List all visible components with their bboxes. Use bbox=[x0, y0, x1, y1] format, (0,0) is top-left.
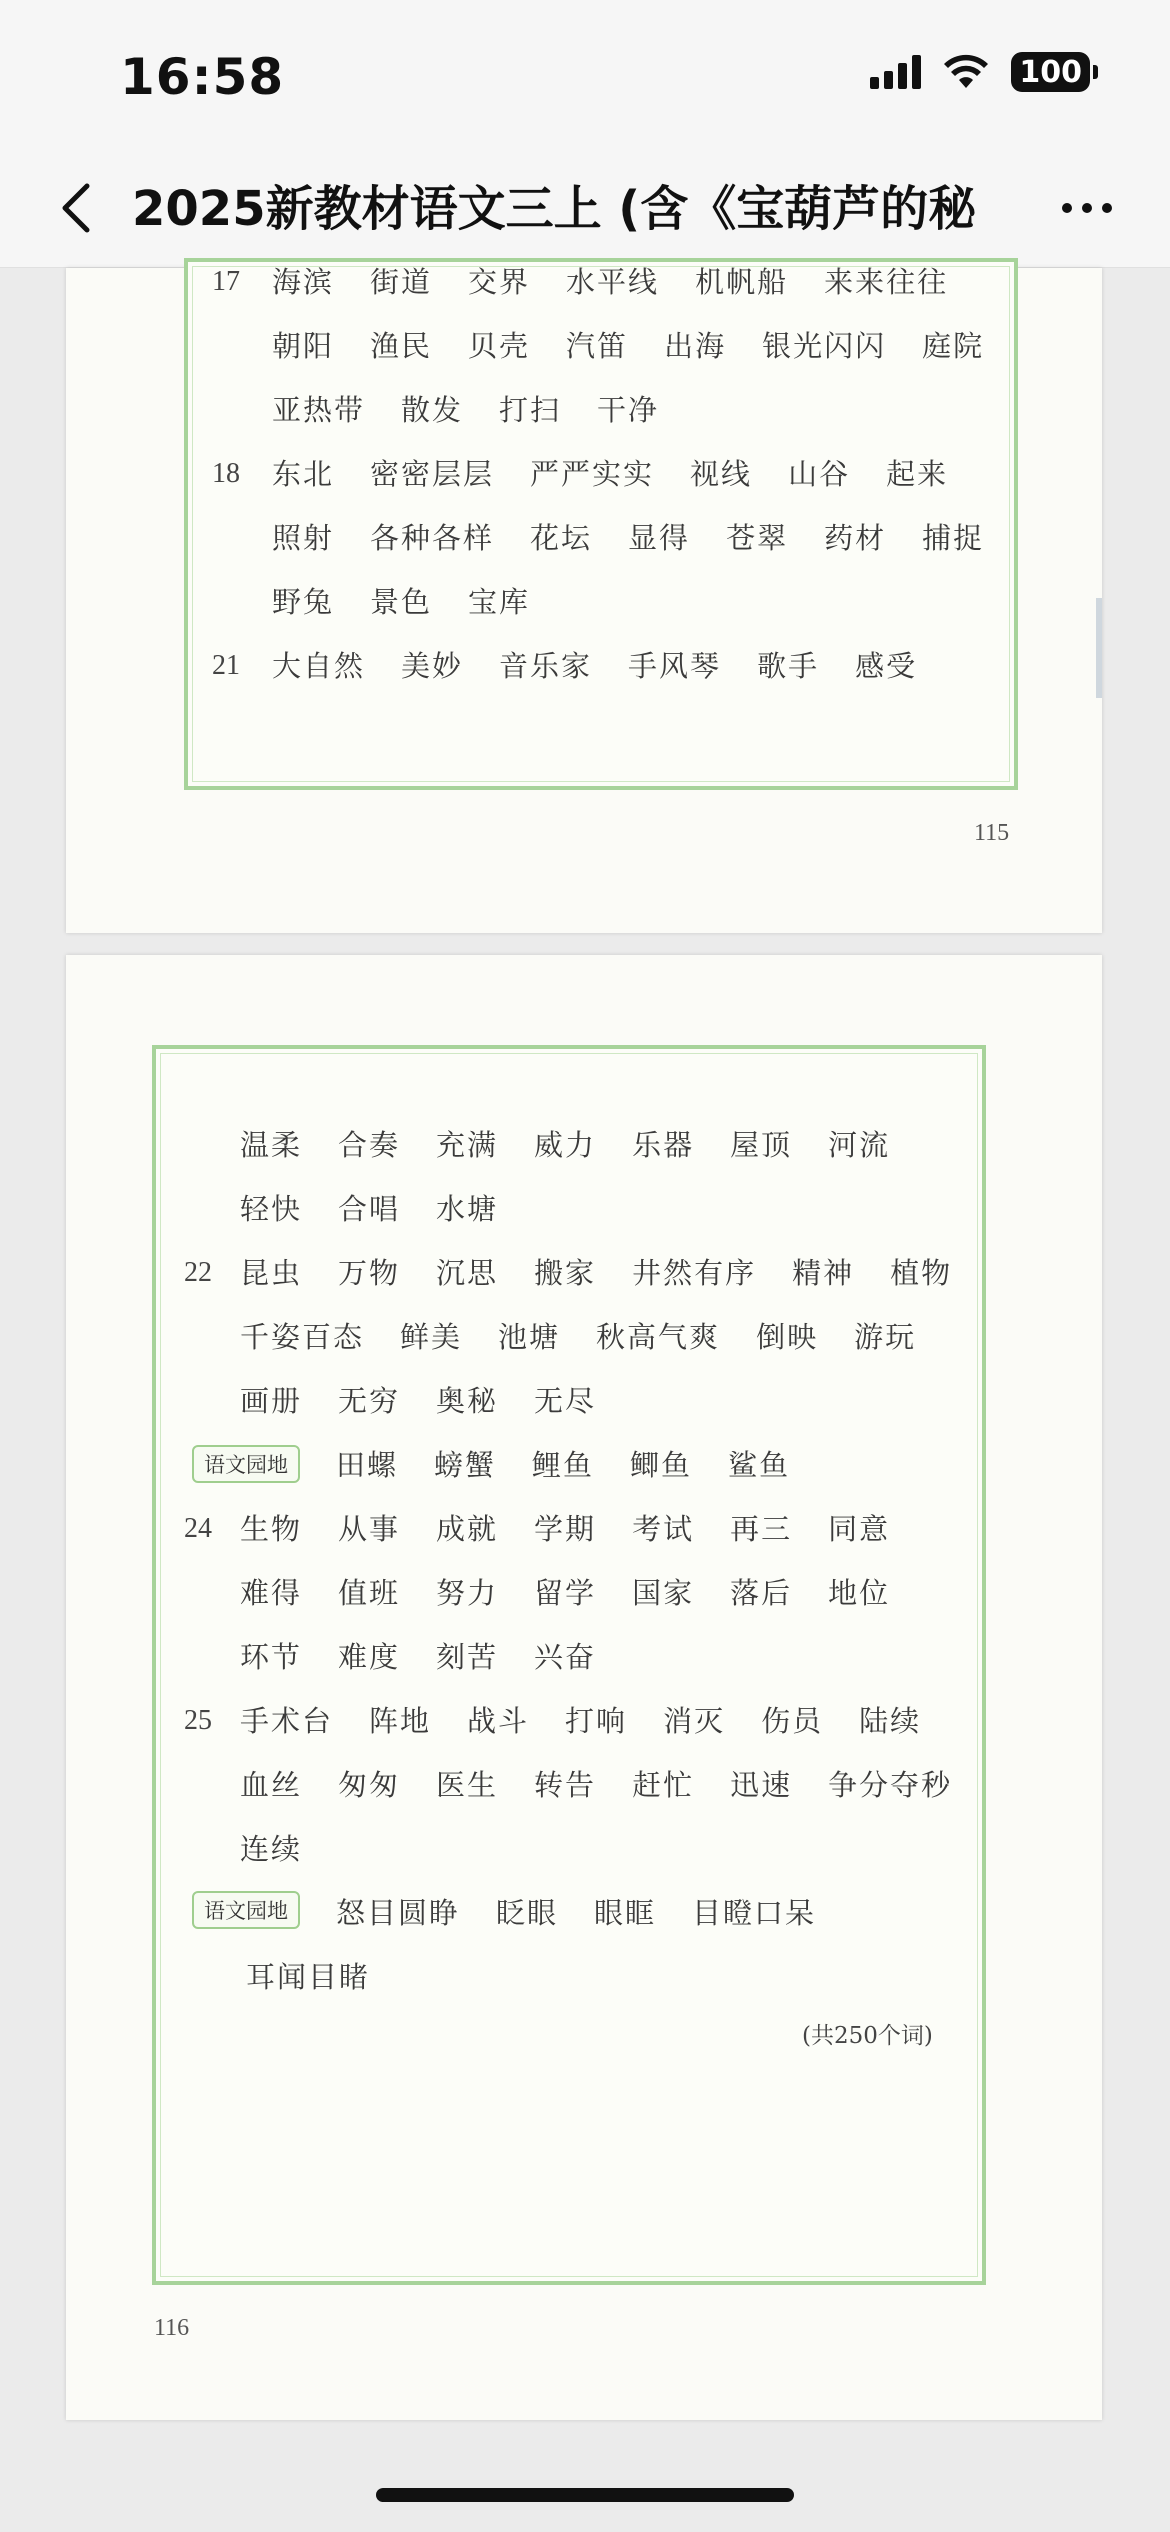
vocab-word: 秋高气爽 bbox=[596, 1319, 721, 1354]
vocab-word: 争分夺秒 bbox=[828, 1767, 953, 1802]
vocab-word: 显得 bbox=[628, 520, 691, 555]
word-total-count: (共250个词) bbox=[802, 2023, 933, 2049]
vocab-word: 美妙 bbox=[401, 648, 464, 683]
vocab-word: 学期 bbox=[534, 1511, 597, 1546]
status-bar bbox=[0, 0, 1170, 150]
lesson-number: 22 bbox=[184, 1257, 212, 1288]
vocab-word: 乐器 bbox=[632, 1127, 695, 1162]
page-edge-mark bbox=[1096, 598, 1102, 698]
vocab-word: 同意 bbox=[828, 1511, 891, 1546]
battery-icon: 100 bbox=[1011, 52, 1090, 92]
vocab-word: 贝壳 bbox=[468, 328, 531, 363]
vocab-word: 打扫 bbox=[499, 392, 562, 427]
vocab-word: 努力 bbox=[436, 1575, 499, 1610]
vocab-word: 视线 bbox=[690, 456, 753, 491]
vocab-word: 野兔 bbox=[272, 584, 335, 619]
vocab-word: 连续 bbox=[240, 1831, 303, 1866]
vocab-word: 精神 bbox=[792, 1255, 855, 1290]
vocab-word: 螃蟹 bbox=[434, 1447, 497, 1482]
word-row bbox=[240, 1505, 926, 1549]
word-row bbox=[272, 386, 695, 430]
vocab-word: 温柔 bbox=[240, 1127, 303, 1162]
vocab-word: 池塘 bbox=[498, 1319, 561, 1354]
word-row bbox=[240, 1633, 632, 1677]
more-dot-icon bbox=[1082, 203, 1092, 213]
vocab-word: 万物 bbox=[338, 1255, 401, 1290]
chinese-garden-tag: 语文园地 bbox=[192, 1445, 300, 1483]
vocab-word: 考试 bbox=[632, 1511, 695, 1546]
more-dot-icon bbox=[1102, 203, 1112, 213]
word-row bbox=[240, 1185, 534, 1229]
vocab-word: 屋顶 bbox=[730, 1127, 793, 1162]
vocab-word: 目瞪口呆 bbox=[692, 1895, 817, 1930]
vocab-word: 机帆船 bbox=[695, 264, 789, 299]
vocab-word: 倒映 bbox=[756, 1319, 819, 1354]
word-list bbox=[66, 955, 1102, 2420]
vocab-word: 消灭 bbox=[663, 1703, 726, 1738]
chevron-left-icon bbox=[59, 182, 93, 234]
word-row bbox=[240, 1761, 988, 1805]
word-list bbox=[66, 264, 1102, 933]
vocab-word: 成就 bbox=[436, 1511, 499, 1546]
document-page-116[interactable] bbox=[66, 955, 1102, 2420]
vocab-word: 留学 bbox=[534, 1575, 597, 1610]
vocab-word: 照射 bbox=[272, 520, 335, 555]
status-icons bbox=[870, 52, 1090, 92]
vocab-word: 匆匆 bbox=[338, 1767, 401, 1802]
vocab-word: 海滨 bbox=[272, 264, 335, 299]
word-row bbox=[272, 258, 984, 302]
vocab-word: 环节 bbox=[240, 1639, 303, 1674]
page-title: 2025新教材语文三上 (含《宝葫芦的秘 bbox=[132, 181, 977, 237]
vocab-word: 怒目圆睁 bbox=[336, 1895, 461, 1930]
vocab-word: 赶忙 bbox=[632, 1767, 695, 1802]
word-row bbox=[240, 1313, 952, 1357]
lesson-number: 18 bbox=[212, 458, 240, 489]
vocab-word: 轻快 bbox=[240, 1191, 303, 1226]
word-row bbox=[240, 1825, 338, 1869]
vocab-word: 宝库 bbox=[468, 584, 531, 619]
vocab-word: 无尽 bbox=[534, 1383, 597, 1418]
back-button[interactable] bbox=[46, 178, 106, 238]
vocab-word: 生物 bbox=[240, 1511, 303, 1546]
vocab-word: 伤员 bbox=[761, 1703, 824, 1738]
vocab-word: 庭院 bbox=[922, 328, 985, 363]
vocab-word: 鲨鱼 bbox=[728, 1447, 791, 1482]
lesson-number: 25 bbox=[184, 1705, 212, 1736]
vocab-word: 昆虫 bbox=[240, 1255, 303, 1290]
vocab-word: 打响 bbox=[565, 1703, 628, 1738]
vocab-word: 落后 bbox=[730, 1575, 793, 1610]
vocab-word: 国家 bbox=[632, 1575, 695, 1610]
chinese-garden-tag: 语文园地 bbox=[192, 1891, 300, 1929]
vocab-word: 再三 bbox=[730, 1511, 793, 1546]
vocab-word: 鲜美 bbox=[400, 1319, 463, 1354]
vocab-word: 战斗 bbox=[467, 1703, 530, 1738]
vocab-word: 景色 bbox=[370, 584, 433, 619]
vocab-word: 转告 bbox=[534, 1767, 597, 1802]
vocab-word: 严严实实 bbox=[530, 456, 655, 491]
word-row bbox=[240, 1249, 988, 1293]
word-row bbox=[272, 322, 1020, 366]
vocab-word: 井然有序 bbox=[632, 1255, 757, 1290]
lesson-number: 24 bbox=[184, 1513, 212, 1544]
vocab-word: 药材 bbox=[824, 520, 887, 555]
vocab-word: 血丝 bbox=[240, 1767, 303, 1802]
vocab-word: 地位 bbox=[828, 1575, 891, 1610]
vocab-word: 搬家 bbox=[534, 1255, 597, 1290]
status-time: 16:58 bbox=[120, 48, 285, 106]
vocab-word: 刻苦 bbox=[436, 1639, 499, 1674]
page-number: 115 bbox=[974, 820, 1010, 846]
vocab-word: 耳闻目睹 bbox=[246, 1959, 371, 1994]
word-row bbox=[272, 578, 566, 622]
lesson-number: 17 bbox=[212, 266, 240, 297]
word-row bbox=[246, 1953, 406, 1997]
home-indicator[interactable] bbox=[376, 2488, 794, 2502]
vocab-word: 千姿百态 bbox=[240, 1319, 365, 1354]
vocab-word: 来来往往 bbox=[824, 264, 949, 299]
vocab-word: 陆续 bbox=[859, 1703, 922, 1738]
vocab-word: 散发 bbox=[401, 392, 464, 427]
vocab-word: 合唱 bbox=[338, 1191, 401, 1226]
vocab-word: 花坛 bbox=[530, 520, 593, 555]
vocab-word: 水平线 bbox=[566, 264, 660, 299]
word-row bbox=[272, 514, 1020, 558]
vocab-word: 河流 bbox=[828, 1127, 891, 1162]
vocab-word: 出海 bbox=[664, 328, 727, 363]
document-page-115[interactable] bbox=[66, 264, 1102, 933]
vocab-word: 歌手 bbox=[757, 648, 820, 683]
vocab-word: 汽笛 bbox=[566, 328, 629, 363]
word-row bbox=[272, 642, 953, 686]
vocab-word: 兴奋 bbox=[534, 1639, 597, 1674]
vocab-word: 眨眼 bbox=[496, 1895, 559, 1930]
vocab-word: 沉思 bbox=[436, 1255, 499, 1290]
vocab-word: 手术台 bbox=[240, 1703, 334, 1738]
vocab-word: 交界 bbox=[468, 264, 531, 299]
vocab-word: 无穷 bbox=[338, 1383, 401, 1418]
lesson-number: 21 bbox=[212, 650, 240, 681]
page-number: 116 bbox=[154, 2315, 190, 2341]
more-dot-icon bbox=[1062, 203, 1072, 213]
vocab-word: 密密层层 bbox=[370, 456, 495, 491]
vocab-word: 水塘 bbox=[436, 1191, 499, 1226]
vocab-word: 充满 bbox=[436, 1127, 499, 1162]
vocab-word: 捕捉 bbox=[922, 520, 985, 555]
vocab-word: 难得 bbox=[240, 1575, 303, 1610]
vocab-word: 手风琴 bbox=[628, 648, 722, 683]
vocab-word: 值班 bbox=[338, 1575, 401, 1610]
vocab-word: 朝阳 bbox=[272, 328, 335, 363]
vocab-word: 从事 bbox=[338, 1511, 401, 1546]
word-row bbox=[240, 1377, 632, 1421]
vocab-word: 游玩 bbox=[854, 1319, 917, 1354]
word-row bbox=[240, 1697, 957, 1741]
vocab-word: 感受 bbox=[855, 648, 918, 683]
vocab-word: 医生 bbox=[436, 1767, 499, 1802]
vocab-word: 音乐家 bbox=[499, 648, 593, 683]
nav-bar bbox=[0, 150, 1170, 268]
vocab-word: 鲤鱼 bbox=[532, 1447, 595, 1482]
vocab-word: 起来 bbox=[886, 456, 949, 491]
more-button[interactable] bbox=[1052, 180, 1122, 236]
vocab-word: 合奏 bbox=[338, 1127, 401, 1162]
vocab-word: 鲫鱼 bbox=[630, 1447, 693, 1482]
wifi-icon bbox=[943, 54, 989, 90]
vocab-word: 干净 bbox=[597, 392, 660, 427]
vocab-word: 大自然 bbox=[272, 648, 366, 683]
vocab-word: 画册 bbox=[240, 1383, 303, 1418]
vocab-word: 苍翠 bbox=[726, 520, 789, 555]
vocab-word: 眼眶 bbox=[594, 1895, 657, 1930]
vocab-word: 奥秘 bbox=[436, 1383, 499, 1418]
vocab-word: 各种各样 bbox=[370, 520, 495, 555]
word-row bbox=[336, 1441, 826, 1485]
word-row bbox=[240, 1121, 926, 1165]
word-row bbox=[336, 1889, 852, 1933]
vocab-word: 渔民 bbox=[370, 328, 433, 363]
cellular-signal-icon bbox=[870, 55, 921, 89]
vocab-word: 东北 bbox=[272, 456, 335, 491]
vocab-word: 威力 bbox=[534, 1127, 597, 1162]
vocab-word: 田螺 bbox=[336, 1447, 399, 1482]
vocab-word: 亚热带 bbox=[272, 392, 366, 427]
vocab-word: 街道 bbox=[370, 264, 433, 299]
word-row bbox=[272, 450, 984, 494]
vocab-word: 阵地 bbox=[369, 1703, 432, 1738]
vocab-word: 植物 bbox=[890, 1255, 953, 1290]
vocab-word: 迅速 bbox=[730, 1767, 793, 1802]
vocab-word: 山谷 bbox=[788, 456, 851, 491]
vocab-word: 难度 bbox=[338, 1639, 401, 1674]
word-row bbox=[240, 1569, 926, 1613]
vocab-word: 银光闪闪 bbox=[762, 328, 887, 363]
